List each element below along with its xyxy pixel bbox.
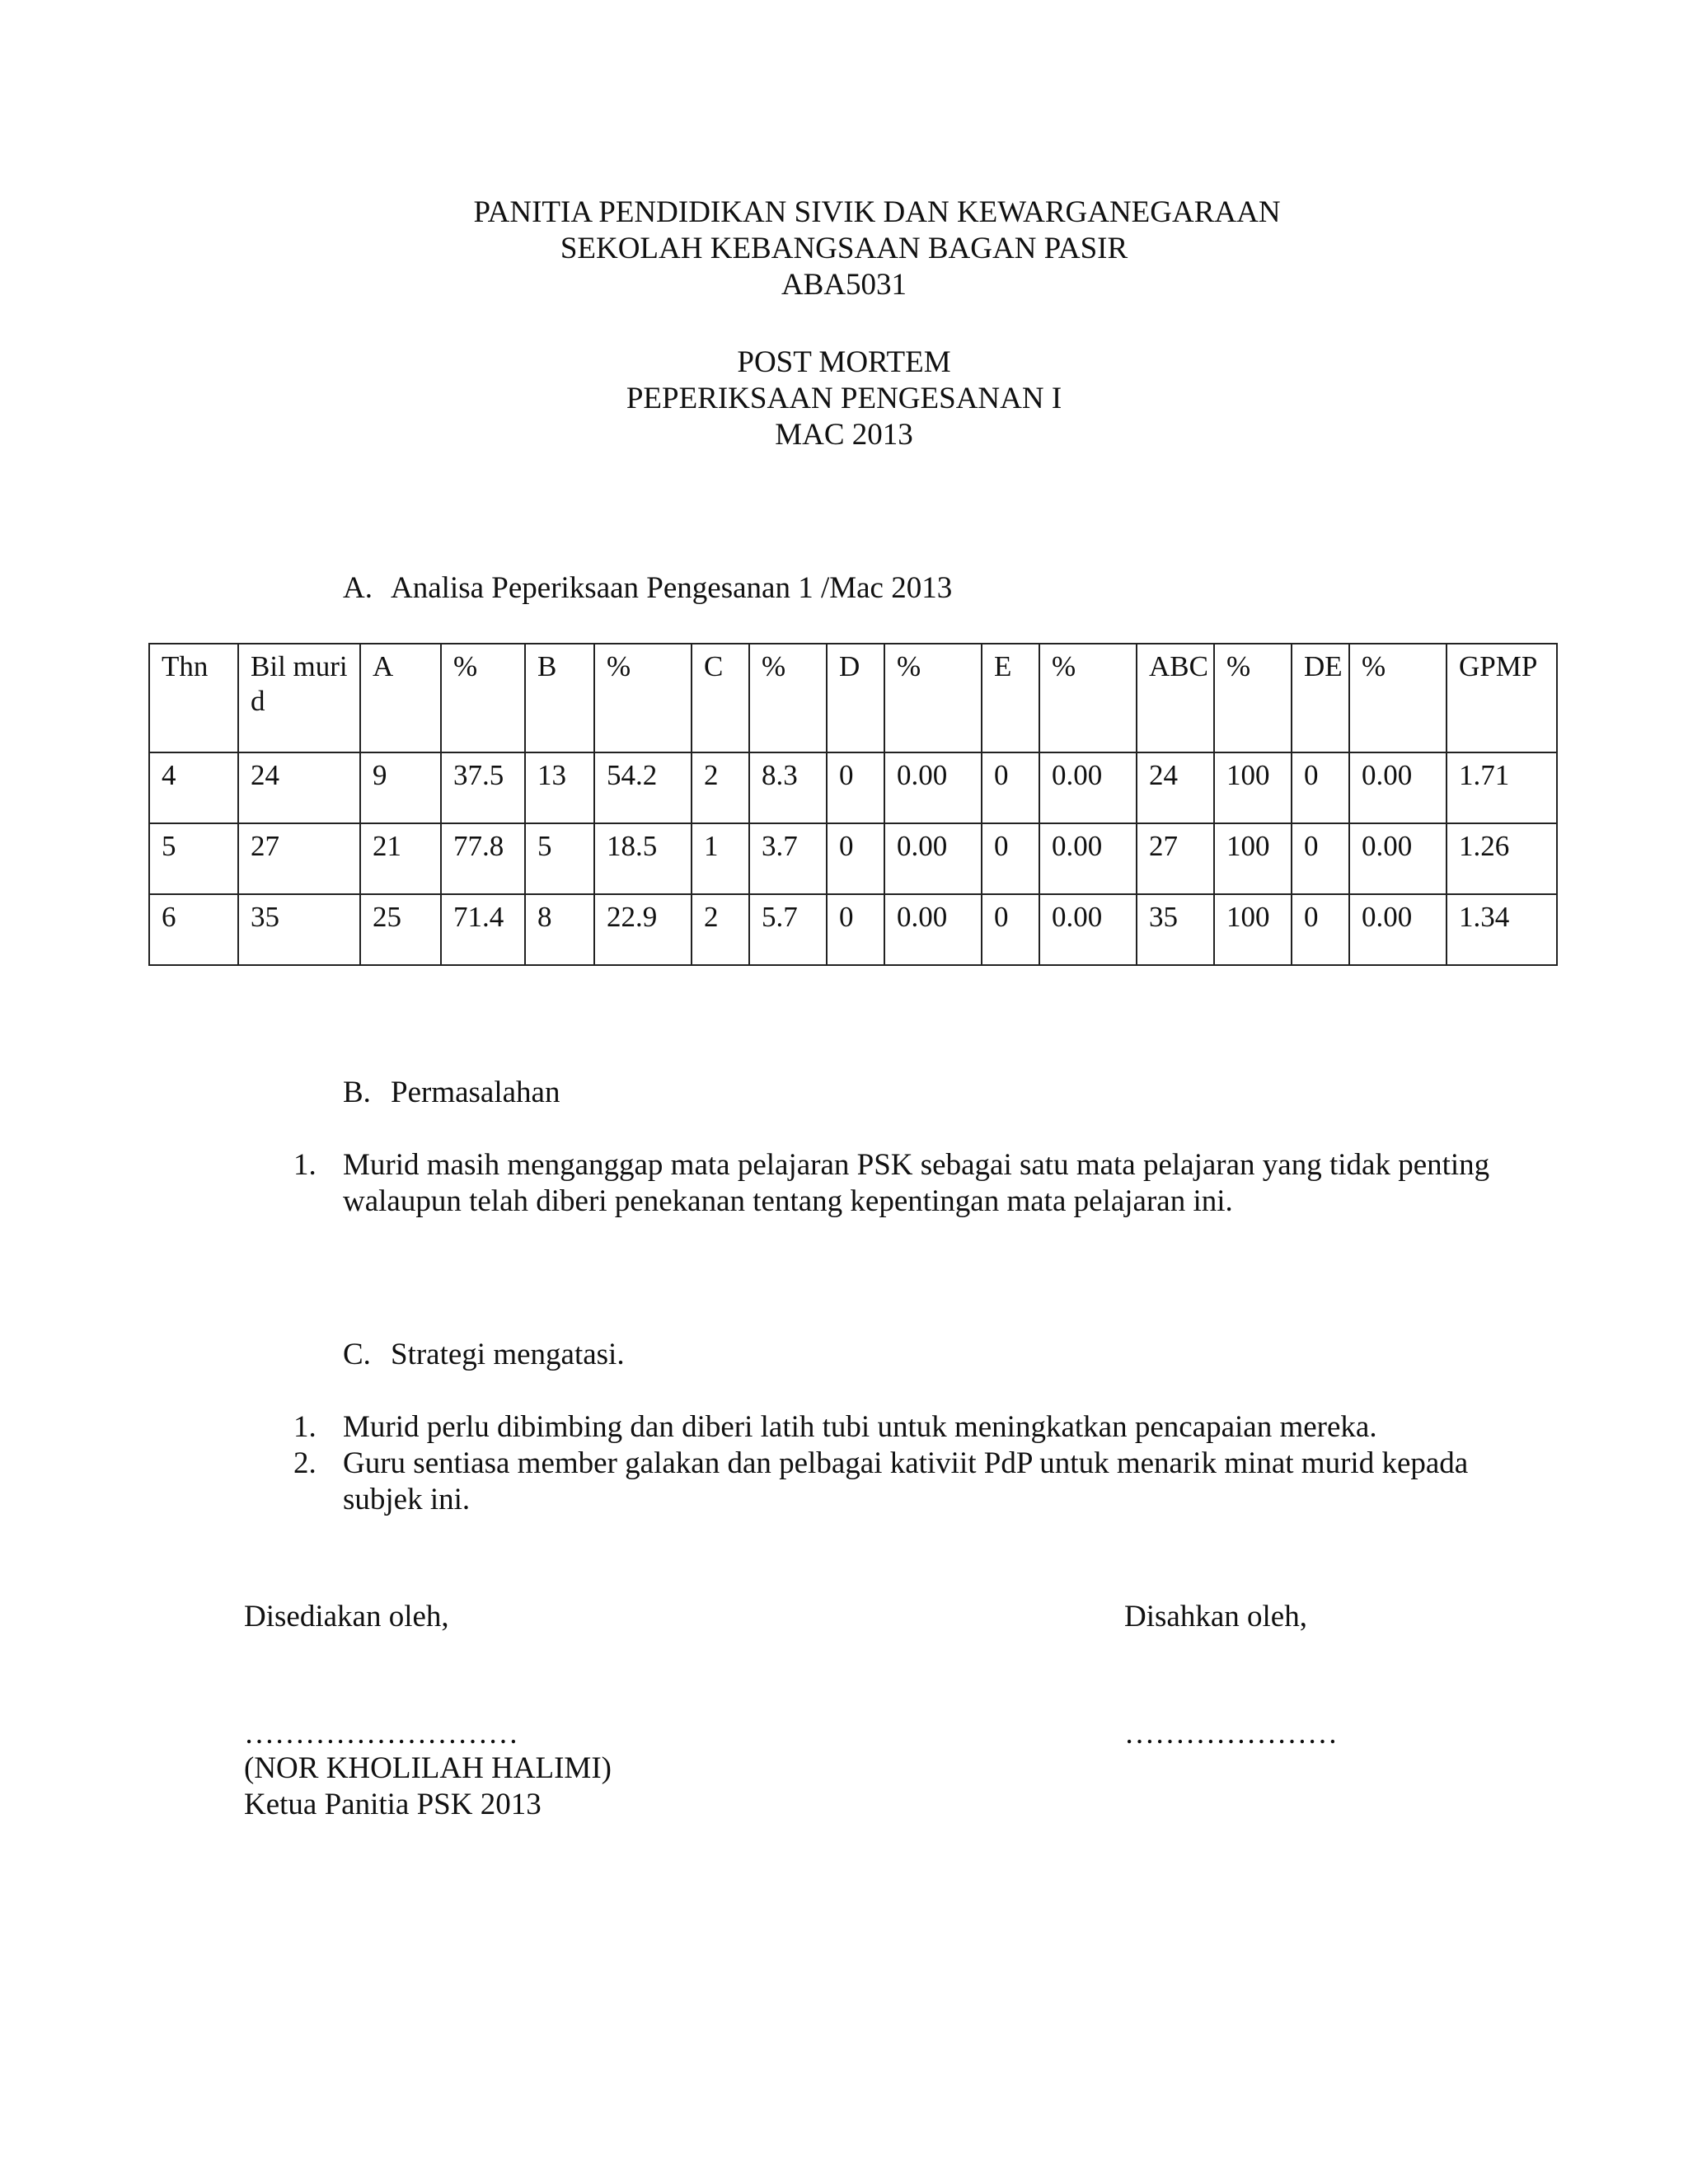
table-cell: 24 [1137, 752, 1214, 823]
table-cell: 0.00 [1039, 894, 1137, 965]
table-header-cell: % [1349, 644, 1447, 752]
table-cell: 0.00 [1349, 752, 1447, 823]
table-header-cell: ABC [1137, 644, 1214, 752]
table-cell: 22.9 [594, 894, 692, 965]
table-cell: 9 [360, 752, 441, 823]
table-cell: 0 [1292, 752, 1349, 823]
table-cell: 0.00 [1039, 823, 1137, 894]
list-item [293, 1147, 1513, 1220]
problem-list [293, 1147, 1513, 1220]
section-title: Strategi mengatasi. [391, 1338, 625, 1371]
header-line: PEPERIKSAAN PENGESANAN I [626, 382, 1062, 415]
table-row [149, 752, 1557, 823]
table-cell: 0 [1292, 894, 1349, 965]
table-header-cell: B [525, 644, 594, 752]
table-cell: 0.00 [1349, 823, 1447, 894]
header-line: POST MORTEM [737, 345, 951, 379]
table-cell: 27 [238, 823, 360, 894]
strategy-list [293, 1409, 1513, 1518]
table-cell: 21 [360, 823, 441, 894]
table-row [149, 894, 1557, 965]
table-header-cell: DE [1292, 644, 1349, 752]
table-cell: 0 [982, 823, 1039, 894]
list-text: Murid perlu dibimbing dan diberi latih tubi untuk meningkatkan pencapaian mereka. [343, 1410, 1377, 1444]
table-cell: 5 [525, 823, 594, 894]
list-item [293, 1446, 1513, 1518]
table-header-cell: % [441, 644, 525, 752]
table-cell: 18.5 [594, 823, 692, 894]
table-cell: 8.3 [749, 752, 827, 823]
table-cell: 8 [525, 894, 594, 965]
table-cell: 1 [692, 823, 749, 894]
report-header [0, 344, 1688, 453]
header-line: ABA5031 [781, 268, 907, 302]
table-cell: 5.7 [749, 894, 827, 965]
prepared-signature-line: ……………………… [244, 1717, 518, 1750]
table-cell: 54.2 [594, 752, 692, 823]
list-number: 2. [293, 1446, 316, 1480]
table-header-cell: C [692, 644, 749, 752]
table-header-cell: E [982, 644, 1039, 752]
header-line: PANITIA PENDIDIKAN SIVIK DAN KEWARGANEGARAAN [473, 195, 1281, 229]
table-cell: 0 [1292, 823, 1349, 894]
table-cell: 0 [827, 752, 884, 823]
table-cell: 2 [692, 752, 749, 823]
table-cell: 0.00 [884, 823, 982, 894]
table-cell: 1.26 [1447, 823, 1557, 894]
preparer-name: (NOR KHOLILAH HALIMI) [244, 1751, 612, 1785]
table-header-cell: GPMP [1447, 644, 1557, 752]
table-cell: 100 [1214, 752, 1292, 823]
table-header-cell: % [884, 644, 982, 752]
table-cell: 1.71 [1447, 752, 1557, 823]
preparer-title: Ketua Panitia PSK 2013 [244, 1788, 542, 1821]
section-letter: C. [343, 1338, 371, 1371]
table-cell: 100 [1214, 823, 1292, 894]
table-cell: 5 [149, 823, 238, 894]
table-cell: 0 [827, 894, 884, 965]
section-a-heading [343, 570, 952, 607]
list-text: Guru sentiasa member galakan dan pelbagai kativiit PdP untuk menarik minat murid kepada subjek ini. [343, 1446, 1469, 1516]
table-header-cell: % [1039, 644, 1137, 752]
table-cell: 37.5 [441, 752, 525, 823]
header-line: MAC 2013 [775, 418, 913, 452]
table-header-cell: % [1214, 644, 1292, 752]
header-line: SEKOLAH KEBANGSAAN BAGAN PASIR [560, 232, 1128, 265]
table-cell: 13 [525, 752, 594, 823]
table-header-cell: % [594, 644, 692, 752]
table-header-row [149, 644, 1557, 752]
table-cell: 1.34 [1447, 894, 1557, 965]
table-cell: 25 [360, 894, 441, 965]
table-cell: 0.00 [1039, 752, 1137, 823]
table-cell: 3.7 [749, 823, 827, 894]
table-cell: 71.4 [441, 894, 525, 965]
approved-signature-line: ………………… [1124, 1717, 1338, 1750]
table-cell: 6 [149, 894, 238, 965]
section-title: Permasalahan [391, 1076, 560, 1109]
prepared-by-label: Disediakan oleh, [244, 1600, 449, 1633]
table-cell: 35 [1137, 894, 1214, 965]
table-cell: 0.00 [884, 894, 982, 965]
table-row [149, 823, 1557, 894]
list-item [293, 1409, 1513, 1446]
approved-by-label: Disahkan oleh, [1124, 1600, 1307, 1633]
list-number: 1. [293, 1410, 316, 1444]
results-table [148, 643, 1558, 966]
section-title: Analisa Peperiksaan Pengesanan 1 /Mac 2013 [391, 571, 953, 605]
section-letter: B. [343, 1076, 371, 1109]
table-cell: 0.00 [884, 752, 982, 823]
section-b-heading [343, 1075, 560, 1111]
table-cell: 100 [1214, 894, 1292, 965]
list-text: Murid masih menganggap mata pelajaran PSK sebagai satu mata pelajaran yang tidak penting walaupun telah diberi penekanan tentang kepentingan mata pelajaran ini. [343, 1148, 1490, 1218]
table-cell: 4 [149, 752, 238, 823]
table-cell: 2 [692, 894, 749, 965]
section-c-heading [343, 1337, 625, 1373]
table-header-cell: Thn [149, 644, 238, 752]
table-cell: 77.8 [441, 823, 525, 894]
table-cell: 0 [982, 894, 1039, 965]
table-header-cell: Bil murid [238, 644, 360, 752]
table-header-cell: A [360, 644, 441, 752]
table-cell: 24 [238, 752, 360, 823]
table-header-cell: D [827, 644, 884, 752]
table-header-cell: % [749, 644, 827, 752]
section-letter: A. [343, 571, 373, 605]
school-header [0, 194, 1688, 303]
table-cell: 0.00 [1349, 894, 1447, 965]
table-cell: 27 [1137, 823, 1214, 894]
list-number: 1. [293, 1148, 316, 1182]
table-cell: 0 [982, 752, 1039, 823]
table-cell: 0 [827, 823, 884, 894]
table-cell: 35 [238, 894, 360, 965]
